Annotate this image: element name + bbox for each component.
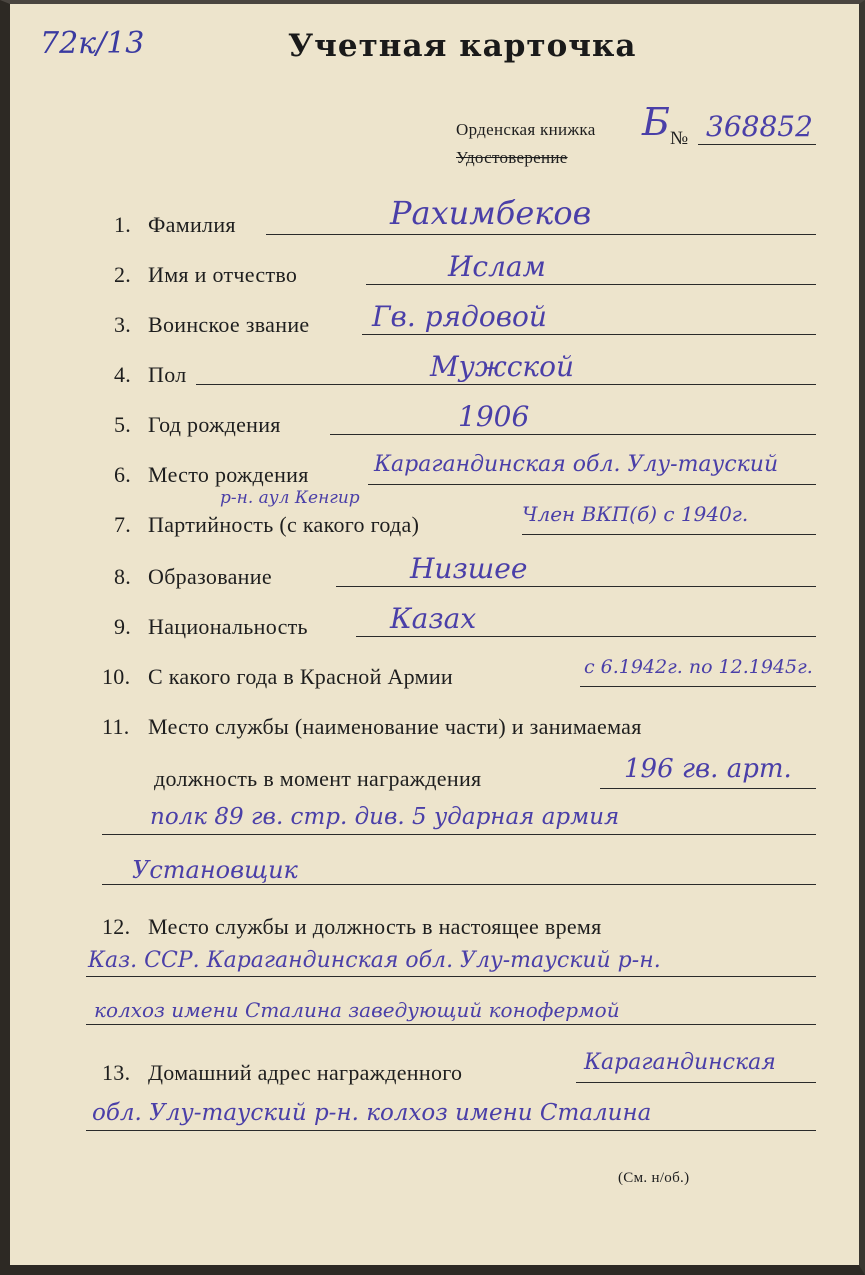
field-1-label: Фамилия [148, 212, 236, 237]
red-army-service-value: с 6.1942г. по 12.1945г. [584, 656, 813, 678]
unit-value: 196 гв. арт. [624, 754, 792, 784]
field-13-number: 13. [102, 1060, 131, 1085]
field-5-label: Год рождения [148, 412, 281, 437]
archive-mark: 72к/13 [40, 26, 145, 61]
field-4-label: Пол [148, 362, 187, 387]
order-book-number: 368852 [706, 110, 813, 143]
nationality-value: Казах [390, 602, 477, 635]
card-title: Учетная карточка [288, 28, 637, 64]
current-position-value: Каз. ССР. Карагандинская обл. Улу-тауский р-н. [88, 948, 661, 973]
field-6-number: 6. [114, 462, 132, 487]
field-10-label: С какого года в Красной Армии [148, 664, 454, 689]
military-rank-value: Гв. рядовой [372, 300, 547, 333]
order-book-label: Орденская книжка [456, 120, 596, 139]
sex-value: Мужской [430, 350, 575, 383]
unit-value-line2: полк 89 гв. стр. див. 5 ударная армия [150, 804, 620, 830]
field-11-number: 11. [102, 714, 130, 739]
home-address-value: Карагандинская [584, 1050, 776, 1075]
first-name-value: Ислам [448, 250, 546, 283]
current-position-value-line2: колхоз имени Сталина заведующий конофермой [94, 998, 620, 1022]
field-2-number: 2. [114, 262, 132, 287]
birth-year-value: 1906 [458, 400, 530, 433]
field-13-label: Домашний адрес награжденного [148, 1060, 463, 1085]
birthplace-value: Карагандинская обл. Улу-тауский [374, 452, 779, 477]
order-book-number-label: № [670, 128, 689, 149]
field-8-label: Образование [148, 564, 272, 589]
home-address-value-line2: обл. Улу-тауский р-н. колхоз имени Сталина [92, 1100, 652, 1126]
field-1-number: 1. [114, 212, 132, 237]
field-12-number: 12. [102, 914, 131, 939]
order-book-series: Б [642, 100, 670, 144]
surname-value: Рахимбеков [390, 194, 592, 232]
field-8-number: 8. [114, 564, 132, 589]
field-2-label: Имя и отчество [148, 262, 298, 287]
field-10-number: 10. [102, 664, 131, 689]
field-11-label-line2: должность в момент награждения [154, 766, 482, 791]
field-5-number: 5. [114, 412, 132, 437]
field-7-label: Партийность (с какого года) [148, 512, 420, 537]
certificate-label: Удостоверение [456, 148, 568, 167]
position-at-award-value: Установщик [132, 856, 298, 884]
field-7-number: 7. [114, 512, 132, 537]
education-value: Низшее [410, 552, 528, 585]
field-3-label: Воинское звание [148, 312, 310, 337]
field-4-number: 4. [114, 362, 132, 387]
birthplace-value-line2: р-н. аул Кенгир [220, 488, 360, 508]
field-12-label: Место службы и должность в настоящее время [148, 914, 602, 939]
field-9-label: Национальность [148, 614, 308, 639]
field-3-number: 3. [114, 312, 132, 337]
footer-note: (См. н/об.) [618, 1170, 690, 1186]
party-membership-value: Член ВКП(б) с 1940г. [522, 502, 749, 526]
field-11-label: Место службы (наименование части) и занимаемая [148, 714, 642, 739]
field-6-label: Место рождения [148, 462, 309, 487]
field-9-number: 9. [114, 614, 132, 639]
